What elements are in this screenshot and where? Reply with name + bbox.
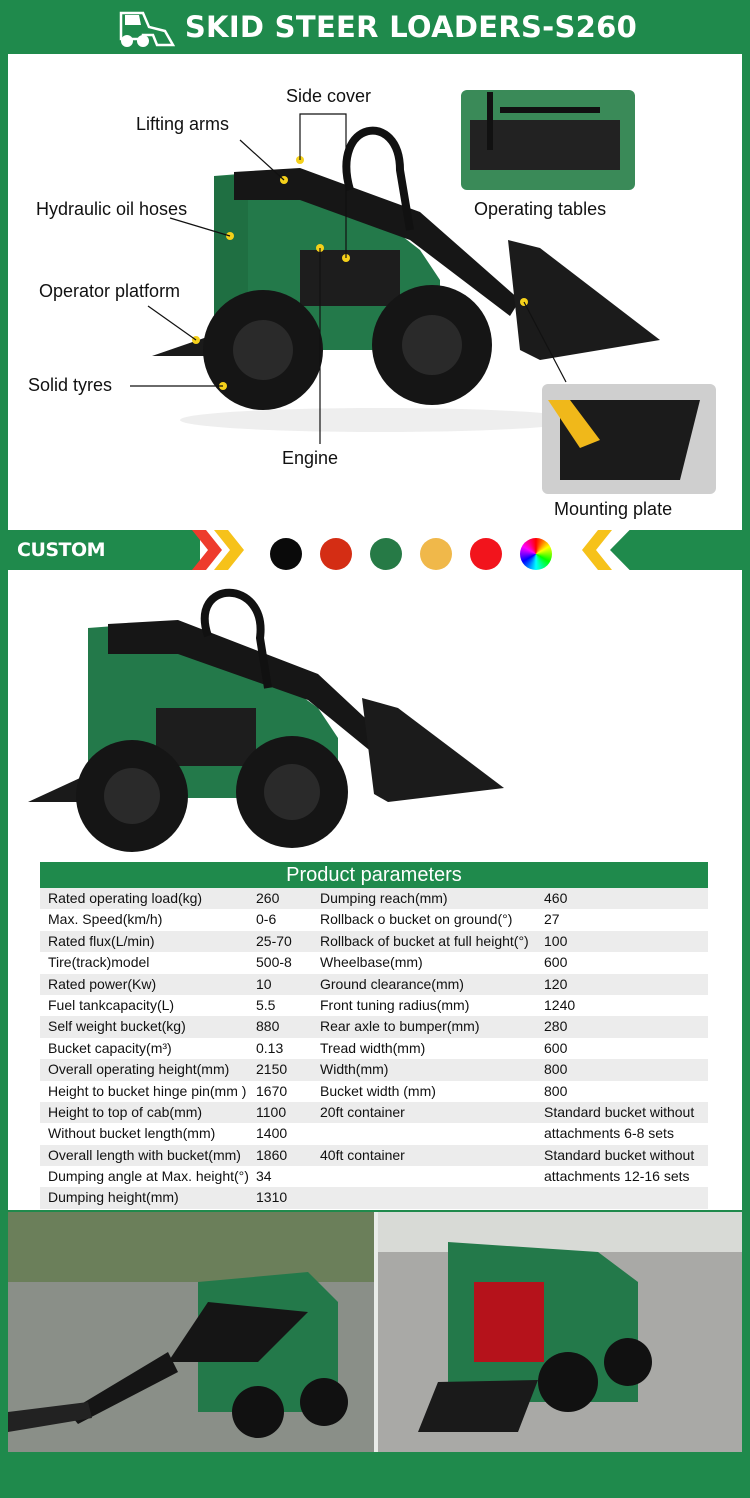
- table-cell: 120: [544, 975, 568, 992]
- page-title: SKID STEER LOADERS-S260: [184, 10, 638, 44]
- table-cell: Ground clearance(mm): [320, 975, 464, 992]
- table-cell: 280: [544, 1018, 568, 1035]
- table-cell: Fuel tankcapacity(L): [48, 996, 175, 1013]
- table-cell: Standard bucket without: [544, 1146, 695, 1163]
- table-cell: 10: [256, 975, 272, 992]
- colour-swatch-green[interactable]: [370, 538, 402, 570]
- table-cell: Rated flux(L/min): [48, 932, 155, 949]
- loader-diagram: [0, 0, 750, 530]
- table-cell: [316, 1166, 538, 1187]
- callout-side-cover: Side cover: [286, 86, 372, 106]
- table-row: [40, 1123, 708, 1144]
- table-row: [40, 1166, 708, 1187]
- table-cell: 260: [256, 890, 280, 906]
- colour-swatch-red[interactable]: [320, 538, 352, 570]
- callout-operator-platform: Operator platform: [39, 281, 181, 301]
- table-cell: Rated power(Kw): [48, 975, 157, 992]
- table-cell: 5.5: [256, 996, 276, 1013]
- table-row: [40, 974, 708, 995]
- table-cell: Without bucket length(mm): [48, 1125, 216, 1142]
- table-cell: 1240: [544, 996, 576, 1013]
- table-cell: 2150: [256, 1061, 288, 1078]
- table-row: [40, 1081, 708, 1102]
- table-row: [40, 1187, 708, 1208]
- table-cell: attachments 6-8 sets: [544, 1125, 674, 1142]
- callout-hydraulic-oil-hoses: Hydraulic oil hoses: [36, 199, 188, 219]
- table-cell: Rollback o bucket on ground(°): [320, 911, 513, 928]
- table-row: [40, 952, 708, 973]
- table-cell: Height to top of cab(mm): [48, 1103, 203, 1120]
- product-parameters-table: [40, 862, 708, 1209]
- table-title: Product parameters: [40, 862, 708, 888]
- table-cell: Dumping angle at Max. height(°): [48, 1168, 249, 1185]
- table-cell: 600: [544, 1039, 568, 1056]
- table-cell: 34: [256, 1168, 272, 1185]
- table-cell: 1400: [256, 1125, 288, 1142]
- table-cell: 0-6: [256, 911, 277, 928]
- colour-swatch-orange[interactable]: [420, 538, 452, 570]
- table-cell: 1670: [256, 1082, 288, 1099]
- table-cell: 100: [544, 932, 568, 949]
- table-cell: Rollback of bucket at full height(°): [320, 932, 529, 949]
- table-cell: 500-8: [256, 954, 292, 971]
- table-cell: [316, 1123, 538, 1144]
- table-cell: 1100: [256, 1103, 287, 1120]
- table-cell: Dumping reach(mm): [320, 890, 448, 906]
- colour-swatch-black[interactable]: [270, 538, 302, 570]
- table-cell: 0.13: [256, 1039, 284, 1056]
- table-cell: Width(mm): [320, 1061, 389, 1078]
- callout-solid-tyres: Solid tyres: [28, 375, 113, 395]
- table-cell: Wheelbase(mm): [320, 954, 423, 971]
- table-row: [40, 1102, 708, 1123]
- colour-swatch-custom[interactable]: [520, 538, 552, 570]
- table-row: [40, 909, 708, 930]
- table-cell: 800: [544, 1082, 568, 1099]
- table-cell: 27: [544, 911, 560, 928]
- table-row: [40, 1145, 708, 1166]
- loader-photo-rear: [378, 1212, 742, 1452]
- table-cell: 1310: [256, 1189, 288, 1206]
- custom-colours-label: CUSTOM: [0, 530, 200, 570]
- table-row: [40, 888, 708, 909]
- loader-product-image: [28, 588, 508, 858]
- table-cell: 600: [544, 954, 568, 971]
- table-cell: [538, 1187, 708, 1208]
- chevron-left-icon: [578, 530, 612, 570]
- table-cell: 460: [544, 890, 568, 906]
- table-row: [40, 1038, 708, 1059]
- table-cell: Rated operating load(kg): [48, 890, 203, 906]
- colour-swatch-bright-red[interactable]: [470, 538, 502, 570]
- loader-photo-breaker: [8, 1212, 374, 1452]
- table-cell: [316, 1187, 538, 1208]
- table-cell: Height to bucket hinge pin(mm ): [48, 1082, 247, 1099]
- table-cell: Bucket capacity(m³): [48, 1039, 172, 1056]
- table-cell: Tread width(mm): [320, 1039, 426, 1056]
- table-row: [40, 1016, 708, 1037]
- table-cell: attachments 12-16 sets: [544, 1168, 690, 1185]
- callout-mounting-plate: Mounting plate: [554, 499, 673, 519]
- table-cell: Tire(track)model: [48, 954, 150, 971]
- table-cell: 40ft container: [320, 1146, 405, 1163]
- callout-lifting-arms: Lifting arms: [136, 114, 230, 134]
- table-cell: 880: [256, 1018, 280, 1035]
- table-cell: Standard bucket without: [544, 1103, 695, 1120]
- chevron-right-icon: [192, 530, 252, 570]
- custom-colours-bar: [0, 530, 750, 570]
- table-row: [40, 931, 708, 952]
- table-row: [40, 995, 708, 1016]
- callout-operating-tables: Operating tables: [474, 199, 607, 219]
- callout-engine: Engine: [282, 448, 339, 468]
- table-cell: Rear axle to bumper(mm): [320, 1018, 480, 1035]
- table-cell: Max. Speed(km/h): [48, 911, 163, 928]
- table-cell: Overall length with bucket(mm): [48, 1146, 241, 1163]
- table-cell: Bucket width (mm): [320, 1082, 436, 1099]
- table-cell: 25-70: [256, 932, 292, 949]
- table-cell: Self weight bucket(kg): [48, 1018, 186, 1035]
- table-cell: 1860: [256, 1146, 288, 1163]
- table-row: [40, 1059, 708, 1080]
- table-cell: 20ft container: [320, 1103, 405, 1120]
- table-cell: Dumping height(mm): [48, 1189, 179, 1206]
- table-cell: Overall operating height(mm): [48, 1061, 230, 1078]
- table-cell: 800: [544, 1061, 568, 1078]
- table-cell: Front tuning radius(mm): [320, 996, 470, 1013]
